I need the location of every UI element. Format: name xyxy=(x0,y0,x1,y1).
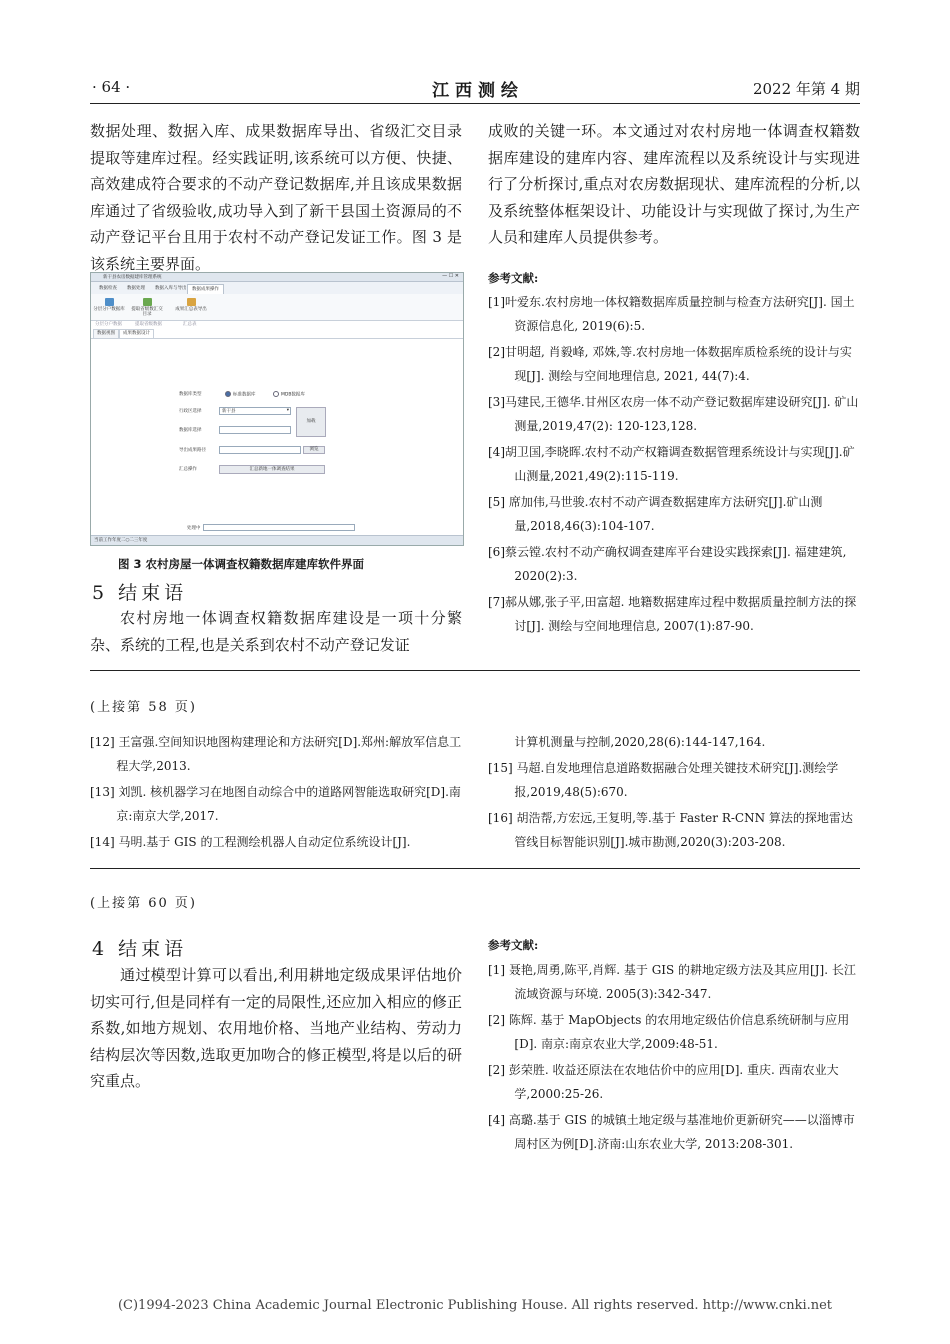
references-title: 参考文献: xyxy=(488,938,539,952)
layer-db-label: 分层分户数据库 xyxy=(93,307,125,312)
region-select[interactable] xyxy=(219,407,291,415)
section-4-text: 通过模型计算可以看出,利用耕地定级成果评估地价切实可行,但是同样有一定的局限性,还应加入相应的修正系数,如地方规划、农用地价格、当地产业结构、劳动力结构层次等因数,选取更加吻合的修正模型,将是以后的研究重点。 xyxy=(90,966,462,1090)
db-path-input[interactable] xyxy=(219,426,291,434)
load-button[interactable]: 加载 xyxy=(296,407,326,437)
region-value: 新干县 xyxy=(222,409,236,414)
ribbon xyxy=(91,294,463,321)
reference-item: [4]胡卫国,李晓晖.农村不动产权籍调查数据管理系统设计与实现[J].矿山测量,2021,49(2):115-119. xyxy=(488,445,855,483)
group-label: 分层分户数据 xyxy=(95,322,122,327)
tab-import-export[interactable]: 数据入库与导出 xyxy=(155,286,187,291)
reference-item: [1] 聂艳,周勇,陈平,肖辉. 基于 GIS 的耕地定级方法及其应用[J]. 长江流域资源与环境. 2005(3):342-347. xyxy=(488,963,856,1001)
group-label: 提取省级数据 xyxy=(135,322,162,327)
reference-item: [16] 胡浩帮,方宏远,王复明,等.基于 Faster R-CNN 算法的探地雷达管线目标智能识别[J].城市勘测,2020(3):203-208. xyxy=(488,811,853,849)
extract-icon xyxy=(143,298,152,306)
log-field xyxy=(203,524,355,531)
option-label: 标准数据库 xyxy=(233,392,256,398)
group-label: 汇总表 xyxy=(183,322,197,327)
section-5-text: 农村房地一体调查权籍数据库建设是一项十分繁杂、系统的工程,也是关系到农村不动产登记发证 xyxy=(90,609,462,654)
export-summary-label: 成果汇总表导出 xyxy=(175,307,207,312)
reference-item: [15] 马超.自发地理信息道路数据融合处理关键技术研究[J].测绘学报,2019,48(5):670. xyxy=(488,761,839,799)
region-label: 行政区选择 xyxy=(179,409,202,414)
summary-label: 汇总操作 xyxy=(179,467,197,472)
db-option-mdb[interactable] xyxy=(273,391,305,398)
continued-refs-right xyxy=(488,730,860,856)
reference-item: [2] 彭荣胜. 收益还原法在农地估价中的应用[D]. 重庆. 西南农业大学,2000:25-26. xyxy=(488,1063,839,1101)
continued-refs-left xyxy=(90,730,462,856)
doc-tab-design[interactable]: 成果数据设计 xyxy=(119,329,154,339)
right-intro-paragraph: 成败的关键一环。本文通过对农村房地一体调查权籍数据库建设的建库内容、建库流程以及系统设计与实现进行了分析探讨,重点对农房数据现状、建库流程的分析,以及系统整体框架设计、功能设计与实现做了探讨,为生产人员和建库人员提供参考。 xyxy=(488,122,860,246)
figure-caption: 图 3 农村房屋一体调查权籍数据库建库软件界面 xyxy=(118,557,365,571)
tab-data-check[interactable]: 数据检查 xyxy=(99,286,117,291)
table-icon xyxy=(187,298,196,306)
reference-continuation: 计算机测量与控制,2020,28(6):144-147,164. xyxy=(514,735,766,749)
reference-item: [6]蔡云镗.农村不动产确权调查建库平台建设实践探索[J]. 福建建筑, 2020(2):3. xyxy=(488,545,847,583)
header-rule xyxy=(90,103,860,104)
db-path-label: 数据库选择 xyxy=(179,428,202,433)
app-body xyxy=(91,338,463,535)
doc-tab-data-view[interactable]: 数据视图 xyxy=(93,329,119,339)
extract-catalog-button[interactable] xyxy=(131,296,163,317)
window-controls-icon[interactable]: — ☐ ✕ xyxy=(442,273,459,279)
section-4-heading: 4 结束语 xyxy=(92,938,188,960)
references-list xyxy=(488,290,860,640)
reference-item: [2]甘明超, 肖毅峰, 邓姝,等.农村房地一体数据库质检系统的设计与实现[J]. 测绘与空间地理信息, 2021, 44(7):4. xyxy=(488,345,852,383)
reference-item: [14] 马明.基于 GIS 的工程测绘机器人自动定位系统设计[J]. xyxy=(90,835,411,849)
summary-button[interactable]: 汇总新地一体调查结果 xyxy=(219,465,325,474)
log-label: 处理中 xyxy=(187,526,201,531)
radio-icon xyxy=(273,391,279,397)
browse-button[interactable]: 浏览 xyxy=(303,446,325,454)
reference-item: [7]郝从娜,张子平,田富超. 地籍数据建库过程中数据质量控制方法的探讨[J]. 测绘与空间地理信息, 2007(1):87-90. xyxy=(488,595,857,633)
reference-item: [13] 刘凯. 核机器学习在地图自动综合中的道路网智能选取研究[D].南京:南京大学,2017. xyxy=(90,785,461,823)
references-list-2 xyxy=(488,958,860,1158)
continued-label-60: (上接第 60 页) xyxy=(90,896,197,911)
reference-item: [5] 席加伟,马世骏.农村不动产调查数据建库方法研究[J].矿山测量,2018,46(3):104-107. xyxy=(488,495,823,533)
export-summary-button[interactable] xyxy=(175,296,207,312)
status-text: 当前工作年度二○二三年度 xyxy=(94,538,148,543)
app-titlebar xyxy=(91,273,463,282)
issue-label: 2022 年第 4 期 xyxy=(752,80,860,98)
database-icon xyxy=(105,298,114,306)
section-rule xyxy=(90,670,860,671)
section-rule xyxy=(90,868,860,869)
tab-data-process[interactable]: 数据处理 xyxy=(127,286,145,291)
reference-item: [3]马建民,王德华.甘州区农房一体不动产登记数据库建设研究[J]. 矿山测量,2019,47(2): 120-123,128. xyxy=(488,395,859,433)
option-label: MDB数据库 xyxy=(281,392,305,398)
tab-results[interactable]: 数据成果操作 xyxy=(187,284,224,295)
reference-item: [1]叶爱东.农村房地一体权籍数据库质量控制与检查方法研究[J]. 国土资源信息化, 2019(6):5. xyxy=(488,295,855,333)
section-5-heading: 5 结束语 xyxy=(92,582,188,604)
export-path-label: 导出成果路径 xyxy=(179,448,206,453)
app-title: 新干县农房数据建库管理系统 xyxy=(103,275,162,280)
reference-item: [4] 高璐.基于 GIS 的城镇土地定级与基准地价更新研究——以淄博市周村区为例[D].济南:山东农业大学, 2013:208-301. xyxy=(488,1113,855,1151)
figure-3-screenshot xyxy=(90,272,464,546)
extract-catalog-label: 提取省级数汇交目录 xyxy=(131,307,163,317)
journal-title: 江 西 测 绘 xyxy=(432,81,518,101)
status-bar xyxy=(91,535,463,545)
radio-icon xyxy=(225,391,231,397)
reference-item: [2] 陈辉. 基于 MapObjects 的农用地定级估价信息系统研制与应用[D]. 南京:南京农业大学,2009:48-51. xyxy=(488,1013,850,1051)
continued-label-58: (上接第 58 页) xyxy=(90,700,197,715)
db-type-label: 数据库类型 xyxy=(179,392,202,397)
export-path-input[interactable] xyxy=(219,446,301,454)
copyright-footer: (C)1994-2023 China Academic Journal Electronic Publishing House. All rights reserved. http://www.cnki.net xyxy=(117,1298,833,1313)
layer-db-button[interactable] xyxy=(93,296,125,312)
chevron-down-icon: ▾ xyxy=(286,408,289,413)
references-title: 参考文献: xyxy=(488,271,539,285)
left-intro-paragraph: 数据处理、数据入库、成果数据库导出、省级汇交目录提取等建库过程。经实践证明,该系统可以方便、快捷、高效建成符合要求的不动产登记数据库,并且该成果数据库通过了省级验收,成功导入到了新干县国土资源局的不动产登记平台且用于农村不动产登记发证工作。图 3 是该系统主要界面。 xyxy=(90,122,462,273)
page-number: · 64 · xyxy=(92,78,131,96)
reference-item: [12] 王富强.空间知识地图构建理论和方法研究[D].郑州:解放军信息工程大学,2013. xyxy=(90,735,462,773)
db-option-standard[interactable] xyxy=(225,391,256,398)
